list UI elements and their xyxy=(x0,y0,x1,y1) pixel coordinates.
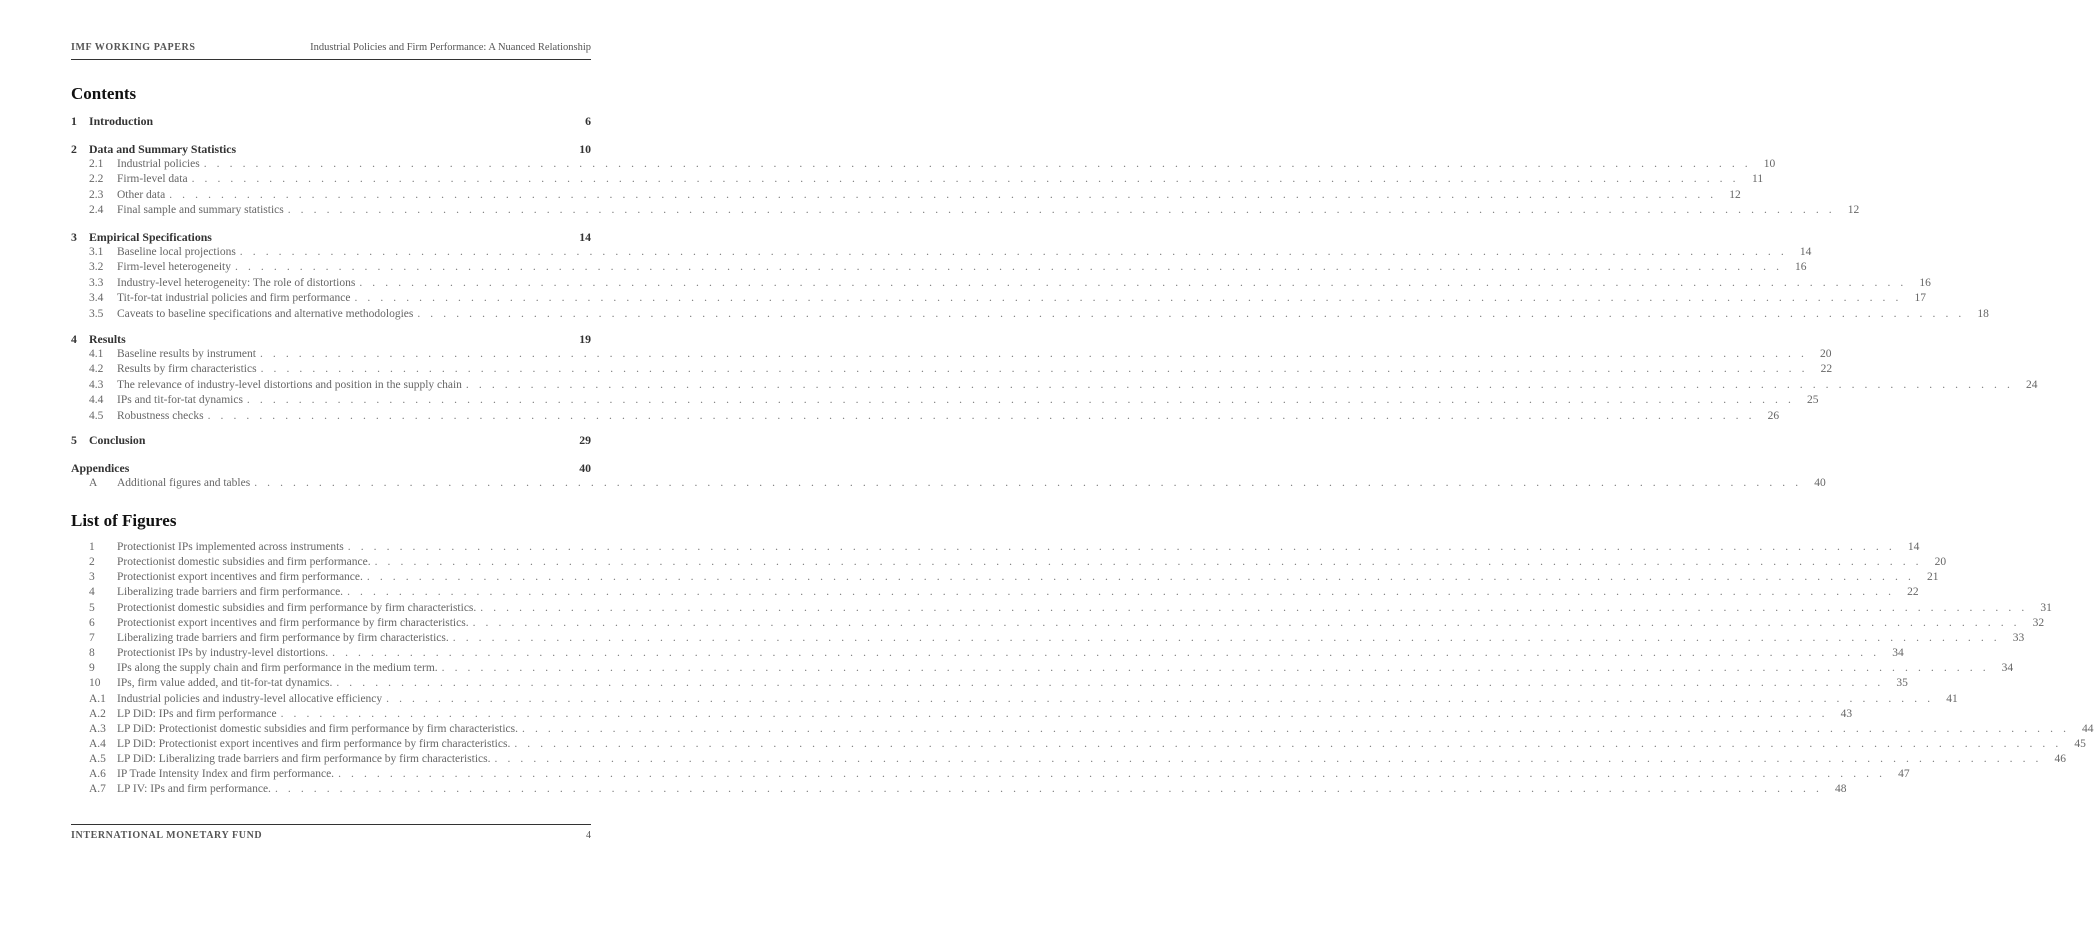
figure-number: 1 xyxy=(89,541,95,553)
header-journal: IMF WORKING PAPERS xyxy=(71,42,196,53)
toc-subsection-entry xyxy=(71,348,1832,363)
toc-subsection-number: 3.4 xyxy=(89,292,104,305)
dot-leader: . . . . . . . . . . . . . . . . . . . . . . . . . . . . . . . . . . . . . . . . . . . . . . . . . . . . . . . . . . . . . . . . . . . . . . . . . . . . . . . . . . . . . . . . . . . . . . . . . . . . . . . . . . . . . . . . . . . . . . . . xyxy=(207,409,1756,422)
figure-number: 8 xyxy=(89,647,95,660)
toc-section-entry xyxy=(71,332,591,347)
toc-subsection-page: 22 xyxy=(1820,363,1833,376)
toc-subsection-number: 4.1 xyxy=(89,348,104,360)
toc-subsection-title: Industry-level heterogeneity: The role of distortions xyxy=(117,276,356,289)
figure-entry xyxy=(71,737,2086,753)
figure-entry xyxy=(71,556,1947,571)
toc-subsection-entry xyxy=(71,307,1989,323)
dot-leader: . . . . . . . . . . . . . . . . . . . . . . . . . . . . . . . . . . . . . . . . . . . . . . . . . . . . . . . . . . . . . . . . . . . . . . . . . . . . . . . . . . . . . . . . . . . . . . . . . . . . . . . . . . . . . . . . . . . . . . . . xyxy=(287,204,1836,217)
figure-page: 47 xyxy=(1898,768,1910,781)
dot-leader: . . . . . . . . . . . . . . . . . . . . . . . . . . . . . . . . . . . . . . . . . . . . . . . . . . . . . . . . . . . . . . . . . . . . . . . . . . . . . . . . . . . . . . . . . . . . . . . . . . . . . . . . . . . . . . . . . . . . . . . . xyxy=(203,158,1752,170)
figure-page: 43 xyxy=(1840,707,1853,720)
toc-subsection-page: 18 xyxy=(1977,307,1989,320)
toc-subsection-entry xyxy=(71,394,1819,409)
toc-subsection-title: Additional figures and tables xyxy=(117,477,251,489)
figure-number: A.2 xyxy=(89,707,106,720)
figure-page: 34 xyxy=(2001,662,2014,675)
toc-subsection-number: 2.3 xyxy=(89,188,104,201)
figure-entry xyxy=(71,768,1910,783)
dot-leader: . . . . . . . . . . . . . . . . . . . . . . . . . . . . . . . . . . . . . . . . . . . . . . . . . . . . . . . . . . . . . . . . . . . . . . . . . . . . . . . . . . . . . . . . . . . . . . . . . . . . . . . . . . . . . . . . . . . . . . . . xyxy=(169,188,1717,201)
figure-title: LP IV: IPs and firm performance. xyxy=(117,783,271,796)
figure-number: 7 xyxy=(89,631,95,644)
toc-subsection-entry xyxy=(71,363,1833,378)
figure-entry xyxy=(71,601,2052,617)
toc-subsection-entry xyxy=(71,158,1776,173)
toc-section-entry xyxy=(71,461,591,476)
toc-subsection-number: 4.3 xyxy=(89,378,104,391)
dot-leader: . . . . . . . . . . . . . . . . . . . . . . . . . . . . . . . . . . . . . . . . . . . . . . . . . . . . . . . . . . . . . . . . . . . . . . . . . . . . . . . . . . . . . . . . . . . . . . . . . . . . . . . . . . . . . . . . . . . . . . . . xyxy=(280,707,1829,720)
figure-title: Protectionist export incentives and firm performance. xyxy=(117,571,363,584)
toc-subsection-entry xyxy=(71,173,1764,188)
figure-title: LP DiD: Protectionist domestic subsidies and firm performance by firm characteristics. xyxy=(117,722,519,735)
toc-subsection-page: 12 xyxy=(1729,188,1741,201)
toc-subsection-page: 10 xyxy=(1763,158,1776,170)
figure-entry xyxy=(71,722,2094,738)
figure-page: 48 xyxy=(1834,783,1847,796)
toc-section-title: Empirical Specifications xyxy=(89,230,212,244)
toc-section-entry xyxy=(71,230,591,245)
figure-number: A.6 xyxy=(89,768,106,781)
toc-subsection-title: Firm-level data xyxy=(117,173,188,186)
figure-title: IPs along the supply chain and firm performance in the medium term. xyxy=(117,662,438,675)
toc-section-page: 19 xyxy=(579,332,591,346)
figure-page: 46 xyxy=(2054,753,2067,766)
dot-leader: . . . . . . . . . . . . . . . . . . . . . . . . . . . . . . . . . . . . . . . . . . . . . . . . . . . . . . . . . . . . . . . . . . . . . . . . . . . . . . . . . . . . . . . . . . . . . . . . . . . . . . . . . . . . . . . . . . . . . . . . xyxy=(441,662,1990,675)
toc-subsection-title: Results by firm characteristics xyxy=(117,363,257,376)
toc-subsection-number: 2.4 xyxy=(89,204,104,217)
figure-entry xyxy=(71,647,1904,662)
figure-entry xyxy=(71,616,2045,632)
toc-section-number: 3 xyxy=(71,230,77,244)
figure-number: 9 xyxy=(89,662,95,675)
figure-number: 4 xyxy=(89,586,95,599)
footer-rule xyxy=(71,824,591,825)
dot-leader: . . . . . . . . . . . . . . . . . . . . . . . . . . . . . . . . . . . . . . . . . . . . . . . . . . . . . . . . . . . . . . . . . . . . . . . . . . . . . . . . . . . . . . . . . . . . . . . . . . . . . . . . . . . . . . . . . . . . . . . . xyxy=(347,586,1895,599)
figure-page: 35 xyxy=(1896,677,1908,690)
toc-section-page: 29 xyxy=(579,433,591,447)
toc-subsection-page: 11 xyxy=(1752,173,1764,186)
toc-subsection-number: 3.2 xyxy=(89,261,104,274)
toc-subsection-entry xyxy=(71,261,1807,276)
figure-entry xyxy=(71,662,2014,677)
figure-page: 22 xyxy=(1907,586,1919,599)
toc-subsection-entry xyxy=(71,246,1812,261)
dot-leader: . . . . . . . . . . . . . . . . . . . . . . . . . . . . . . . . . . . . . . . . . . . . . . . . . . . . . . . . . . . . . . . . . . . . . . . . . . . . . . . . . . . . . . . . . . . . . . . . . . . . . . . . . . . . . . . . . . . . . . . . xyxy=(465,378,2014,391)
toc-subsection-page: 16 xyxy=(1795,261,1807,274)
dot-leader: . . . . . . . . . . . . . . . . . . . . . . . . . . . . . . . . . . . . . . . . . . . . . . . . . . . . . . . . . . . . . . . . . . . . . . . . . . . . . . . . . . . . . . . . . . . . . . . . . . . . . . . . . . . . . . . . . . . . . . . . xyxy=(338,768,1886,781)
figure-title: Industrial policies and industry-level allocative efficiency xyxy=(117,692,383,705)
dot-leader: . . . . . . . . . . . . . . . . . . . . . . . . . . . . . . . . . . . . . . . . . . . . . . . . . . . . . . . . . . . . . . . . . . . . . . . . . . . . . . . . . . . . . . . . . . . . . . . . . . . . . . . . . . . . . . . . . . . . . . . . xyxy=(336,677,1884,690)
toc-subsection-number: 3.3 xyxy=(89,276,104,289)
toc-section-entry xyxy=(71,433,591,448)
toc-subsection-page: 20 xyxy=(1819,348,1832,360)
page-number: 4 xyxy=(586,830,591,841)
toc-subsection-title: Baseline results by instrument xyxy=(117,348,256,360)
dot-leader: . . . . . . . . . . . . . . . . . . . . . . . . . . . . . . . . . . . . . . . . . . . . . . . . . . . . . . . . . . . . . . . . . . . . . . . . . . . . . . . . . . . . . . . . . . . . . . . . . . . . . . . . . . . . . . . . . . . . . . . . xyxy=(332,647,1880,660)
toc-subsection-page: 40 xyxy=(1814,477,1826,489)
figure-number: A.7 xyxy=(89,783,106,796)
figure-page: 31 xyxy=(2040,601,2052,614)
figure-title: Protectionist export incentives and firm performance by firm characteristics. xyxy=(117,616,469,629)
figure-page: 32 xyxy=(2032,616,2045,629)
dot-leader: . . . . . . . . . . . . . . . . . . . . . . . . . . . . . . . . . . . . . . . . . . . . . . . . . . . . . . . . . . . . . . . . . . . . . . . . . . . . . . . . . . . . . . . . . . . . . . . . . . . . . . . . . . . . . . . . . . . . . . . . xyxy=(359,276,1907,289)
toc-subsection-entry xyxy=(71,378,2038,394)
dot-leader: . . . . . . . . . . . . . . . . . . . . . . . . . . . . . . . . . . . . . . . . . . . . . . . . . . . . . . . . . . . . . . . . . . . . . . . . . . . . . . . . . . . . . . . . . . . . . . . . . . . . . . . . . . . . . . . . . . . . . . . . xyxy=(522,722,2070,735)
toc-section-number: 5 xyxy=(71,433,77,447)
figure-number: 2 xyxy=(89,556,95,569)
figure-page: 41 xyxy=(1946,692,1958,705)
toc-section-entry xyxy=(71,114,591,129)
toc-section-page: 14 xyxy=(579,230,591,244)
figure-title: LP DiD: Liberalizing trade barriers and firm performance by firm characteristics. xyxy=(117,753,491,766)
toc-subsection-entry xyxy=(71,204,1860,219)
figure-number: A.1 xyxy=(89,692,106,705)
toc-section-number: 2 xyxy=(71,142,77,156)
toc-subsection-title: Firm-level heterogeneity xyxy=(117,261,232,274)
toc-section-entry xyxy=(71,142,591,157)
figure-entry xyxy=(71,707,1853,723)
toc-subsection-page: 17 xyxy=(1914,292,1926,305)
toc-subsection-title: The relevance of industry-level distortions and position in the supply chain xyxy=(117,378,462,391)
toc-subsection-page: 24 xyxy=(2025,378,2038,391)
figure-number: 10 xyxy=(89,677,101,690)
figure-title: LP DiD: Protectionist export incentives and firm performance by firm characteristics. xyxy=(117,737,511,750)
toc-subsection-page: 26 xyxy=(1767,409,1780,422)
dot-leader: . . . . . . . . . . . . . . . . . . . . . . . . . . . . . . . . . . . . . . . . . . . . . . . . . . . . . . . . . . . . . . . . . . . . . . . . . . . . . . . . . . . . . . . . . . . . . . . . . . . . . . . . . . . . . . . . . . . . . . . . xyxy=(374,556,1923,569)
figure-title: Protectionist IPs by industry-level distortions. xyxy=(117,647,329,660)
figure-page: 20 xyxy=(1934,556,1947,569)
toc-subsection-entry xyxy=(71,409,1780,425)
toc-subsection-number: A xyxy=(89,477,98,489)
dot-leader: . . . . . . . . . . . . . . . . . . . . . . . . . . . . . . . . . . . . . . . . . . . . . . . . . . . . . . . . . . . . . . . . . . . . . . . . . . . . . . . . . . . . . . . . . . . . . . . . . . . . . . . . . . . . . . . . . . . . . . . . xyxy=(246,394,1795,407)
figure-title: Protectionist domestic subsidies and firm performance. xyxy=(117,556,371,569)
figures-heading: List of Figures xyxy=(71,511,177,530)
toc-subsection-number: 3.5 xyxy=(89,307,104,320)
toc-subsection-title: Other data xyxy=(117,188,166,201)
dot-leader: . . . . . . . . . . . . . . . . . . . . . . . . . . . . . . . . . . . . . . . . . . . . . . . . . . . . . . . . . . . . . . . . . . . . . . . . . . . . . . . . . . . . . . . . . . . . . . . . . . . . . . . . . . . . . . . . . . . . . . . . xyxy=(452,631,2001,644)
dot-leader: . . . . . . . . . . . . . . . . . . . . . . . . . . . . . . . . . . . . . . . . . . . . . . . . . . . . . . . . . . . . . . . . . . . . . . . . . . . . . . . . . . . . . . . . . . . . . . . . . . . . . . . . . . . . . . . . . . . . . . . . xyxy=(386,692,1934,705)
figure-entry xyxy=(71,541,1920,556)
toc-subsection-title: Robustness checks xyxy=(117,409,204,422)
toc-section-page: 10 xyxy=(579,142,591,156)
toc-subsection-title: Tit-for-tat industrial policies and firm performance xyxy=(117,292,351,305)
toc-subsection-entry xyxy=(71,292,1926,307)
toc-section-title: Results xyxy=(89,332,126,346)
dot-leader: . . . . . . . . . . . . . . . . . . . . . . . . . . . . . . . . . . . . . . . . . . . . . . . . . . . . . . . . . . . . . . . . . . . . . . . . . . . . . . . . . . . . . . . . . . . . . . . . . . . . . . . . . . . . . . . . . . . . . . . . xyxy=(472,616,2021,629)
dot-leader: . . . . . . . . . . . . . . . . . . . . . . . . . . . . . . . . . . . . . . . . . . . . . . . . . . . . . . . . . . . . . . . . . . . . . . . . . . . . . . . . . . . . . . . . . . . . . . . . . . . . . . . . . . . . . . . . . . . . . . . . xyxy=(354,292,1902,305)
toc-subsection-page: 12 xyxy=(1847,204,1860,217)
toc-subsection-title: Industrial policies xyxy=(117,158,200,170)
toc-subsection-number: 4.2 xyxy=(89,363,104,376)
figure-entry xyxy=(71,783,1847,798)
running-footer xyxy=(71,830,591,841)
toc-subsection-page: 14 xyxy=(1799,246,1812,258)
toc-subsection-page: 25 xyxy=(1806,394,1819,407)
toc-subsection-page: 16 xyxy=(1919,276,1931,289)
dot-leader: . . . . . . . . . . . . . . . . . . . . . . . . . . . . . . . . . . . . . . . . . . . . . . . . . . . . . . . . . . . . . . . . . . . . . . . . . . . . . . . . . . . . . . . . . . . . . . . . . . . . . . . . . . . . . . . . . . . . . . . . xyxy=(366,571,1915,584)
figure-number: 5 xyxy=(89,601,95,614)
toc-subsection-entry xyxy=(71,188,1741,204)
figure-title: IP Trade Intensity Index and firm performance. xyxy=(117,768,335,781)
figure-page: 14 xyxy=(1907,541,1920,553)
dot-leader: . . . . . . . . . . . . . . . . . . . . . . . . . . . . . . . . . . . . . . . . . . . . . . . . . . . . . . . . . . . . . . . . . . . . . . . . . . . . . . . . . . . . . . . . . . . . . . . . . . . . . . . . . . . . . . . . . . . . . . . . xyxy=(274,783,1823,796)
toc-subsection-number: 3.1 xyxy=(89,246,104,258)
toc-section-title: Conclusion xyxy=(89,433,146,447)
toc-subsection-title: Caveats to baseline specifications and alternative methodologies xyxy=(117,307,414,320)
figure-number: A.5 xyxy=(89,753,106,766)
dot-leader: . . . . . . . . . . . . . . . . . . . . . . . . . . . . . . . . . . . . . . . . . . . . . . . . . . . . . . . . . . . . . . . . . . . . . . . . . . . . . . . . . . . . . . . . . . . . . . . . . . . . . . . . . . . . . . . . . . . . . . . . xyxy=(260,363,1809,376)
dot-leader: . . . . . . . . . . . . . . . . . . . . . . . . . . . . . . . . . . . . . . . . . . . . . . . . . . . . . . . . . . . . . . . . . . . . . . . . . . . . . . . . . . . . . . . . . . . . . . . . . . . . . . . . . . . . . . . . . . . . . . . . xyxy=(259,348,1808,360)
contents-heading: Contents xyxy=(71,84,137,103)
toc-section-number: 4 xyxy=(71,332,77,346)
figure-entry xyxy=(71,753,2067,768)
figure-number: 6 xyxy=(89,616,95,629)
figure-page: 44 xyxy=(2082,722,2094,735)
figure-number: A.3 xyxy=(89,722,106,735)
figure-title: Liberalizing trade barriers and firm performance by firm characteristics. xyxy=(117,631,449,644)
dot-leader: . . . . . . . . . . . . . . . . . . . . . . . . . . . . . . . . . . . . . . . . . . . . . . . . . . . . . . . . . . . . . . . . . . . . . . . . . . . . . . . . . . . . . . . . . . . . . . . . . . . . . . . . . . . . . . . . . . . . . . . . xyxy=(494,753,2043,766)
dot-leader: . . . . . . . . . . . . . . . . . . . . . . . . . . . . . . . . . . . . . . . . . . . . . . . . . . . . . . . . . . . . . . . . . . . . . . . . . . . . . . . . . . . . . . . . . . . . . . . . . . . . . . . . . . . . . . . . . . . . . . . . xyxy=(480,601,2028,614)
toc-subsection-entry xyxy=(71,477,1826,492)
dot-leader: . . . . . . . . . . . . . . . . . . . . . . . . . . . . . . . . . . . . . . . . . . . . . . . . . . . . . . . . . . . . . . . . . . . . . . . . . . . . . . . . . . . . . . . . . . . . . . . . . . . . . . . . . . . . . . . . . . . . . . . . xyxy=(347,541,1896,553)
toc-section-number: 1 xyxy=(71,114,77,128)
figure-page: 33 xyxy=(2012,631,2025,644)
figure-page: 34 xyxy=(1892,647,1904,660)
toc-subsection-number: 4.5 xyxy=(89,409,104,422)
header-title: Industrial Policies and Firm Performance: A Nuanced Relationship xyxy=(310,42,591,53)
toc-section-title: Data and Summary Statistics xyxy=(89,142,237,156)
figure-number: 3 xyxy=(89,571,95,584)
toc-subsection-title: Baseline local projections xyxy=(117,246,236,258)
dot-leader: . . . . . . . . . . . . . . . . . . . . . . . . . . . . . . . . . . . . . . . . . . . . . . . . . . . . . . . . . . . . . . . . . . . . . . . . . . . . . . . . . . . . . . . . . . . . . . . . . . . . . . . . . . . . . . . . . . . . . . . . xyxy=(191,173,1740,186)
figure-title: LP DiD: IPs and firm performance xyxy=(117,707,277,720)
running-header xyxy=(71,42,591,53)
figure-page: 45 xyxy=(2074,737,2086,750)
figure-entry xyxy=(71,571,1939,586)
dot-leader: . . . . . . . . . . . . . . . . . . . . . . . . . . . . . . . . . . . . . . . . . . . . . . . . . . . . . . . . . . . . . . . . . . . . . . . . . . . . . . . . . . . . . . . . . . . . . . . . . . . . . . . . . . . . . . . . . . . . . . . . xyxy=(235,261,1783,274)
dot-leader: . . . . . . . . . . . . . . . . . . . . . . . . . . . . . . . . . . . . . . . . . . . . . . . . . . . . . . . . . . . . . . . . . . . . . . . . . . . . . . . . . . . . . . . . . . . . . . . . . . . . . . . . . . . . . . . . . . . . . . . . xyxy=(254,477,1802,489)
toc-subsection-number: 2.1 xyxy=(89,158,104,170)
figure-entry xyxy=(71,631,2025,647)
toc-subsection-number: 2.2 xyxy=(89,173,104,186)
toc-section-title: Appendices xyxy=(71,461,130,475)
toc-subsection-entry xyxy=(71,276,1931,292)
toc-section-page: 40 xyxy=(579,461,591,475)
figure-entry xyxy=(71,586,1919,601)
toc-subsection-title: Final sample and summary statistics xyxy=(117,204,284,217)
footer-organization: INTERNATIONAL MONETARY FUND xyxy=(71,830,263,841)
figure-title: IPs, firm value added, and tit-for-tat dynamics. xyxy=(117,677,333,690)
dot-leader: . . . . . . . . . . . . . . . . . . . . . . . . . . . . . . . . . . . . . . . . . . . . . . . . . . . . . . . . . . . . . . . . . . . . . . . . . . . . . . . . . . . . . . . . . . . . . . . . . . . . . . . . . . . . . . . . . . . . . . . . xyxy=(417,307,1965,320)
dot-leader: . . . . . . . . . . . . . . . . . . . . . . . . . . . . . . . . . . . . . . . . . . . . . . . . . . . . . . . . . . . . . . . . . . . . . . . . . . . . . . . . . . . . . . . . . . . . . . . . . . . . . . . . . . . . . . . . . . . . . . . . xyxy=(239,246,1788,258)
toc-section-page: 6 xyxy=(585,114,591,128)
figure-title: Protectionist IPs implemented across instruments xyxy=(117,541,344,553)
figure-title: Protectionist domestic subsidies and firm performance by firm characteristics. xyxy=(117,601,477,614)
figure-page: 21 xyxy=(1926,571,1939,584)
dot-leader: . . . . . . . . . . . . . . . . . . . . . . . . . . . . . . . . . . . . . . . . . . . . . . . . . . . . . . . . . . . . . . . . . . . . . . . . . . . . . . . . . . . . . . . . . . . . . . . . . . . . . . . . . . . . . . . . . . . . . . . . xyxy=(514,737,2062,750)
header-rule xyxy=(71,59,591,60)
figure-entry xyxy=(71,677,1908,692)
toc-subsection-number: 4.4 xyxy=(89,394,104,407)
figure-title: Liberalizing trade barriers and firm performance. xyxy=(117,586,344,599)
toc-section-title: Introduction xyxy=(89,114,154,128)
figure-entry xyxy=(71,692,1958,708)
toc-subsection-title: IPs and tit-for-tat dynamics xyxy=(117,394,243,407)
figure-number: A.4 xyxy=(89,737,106,750)
